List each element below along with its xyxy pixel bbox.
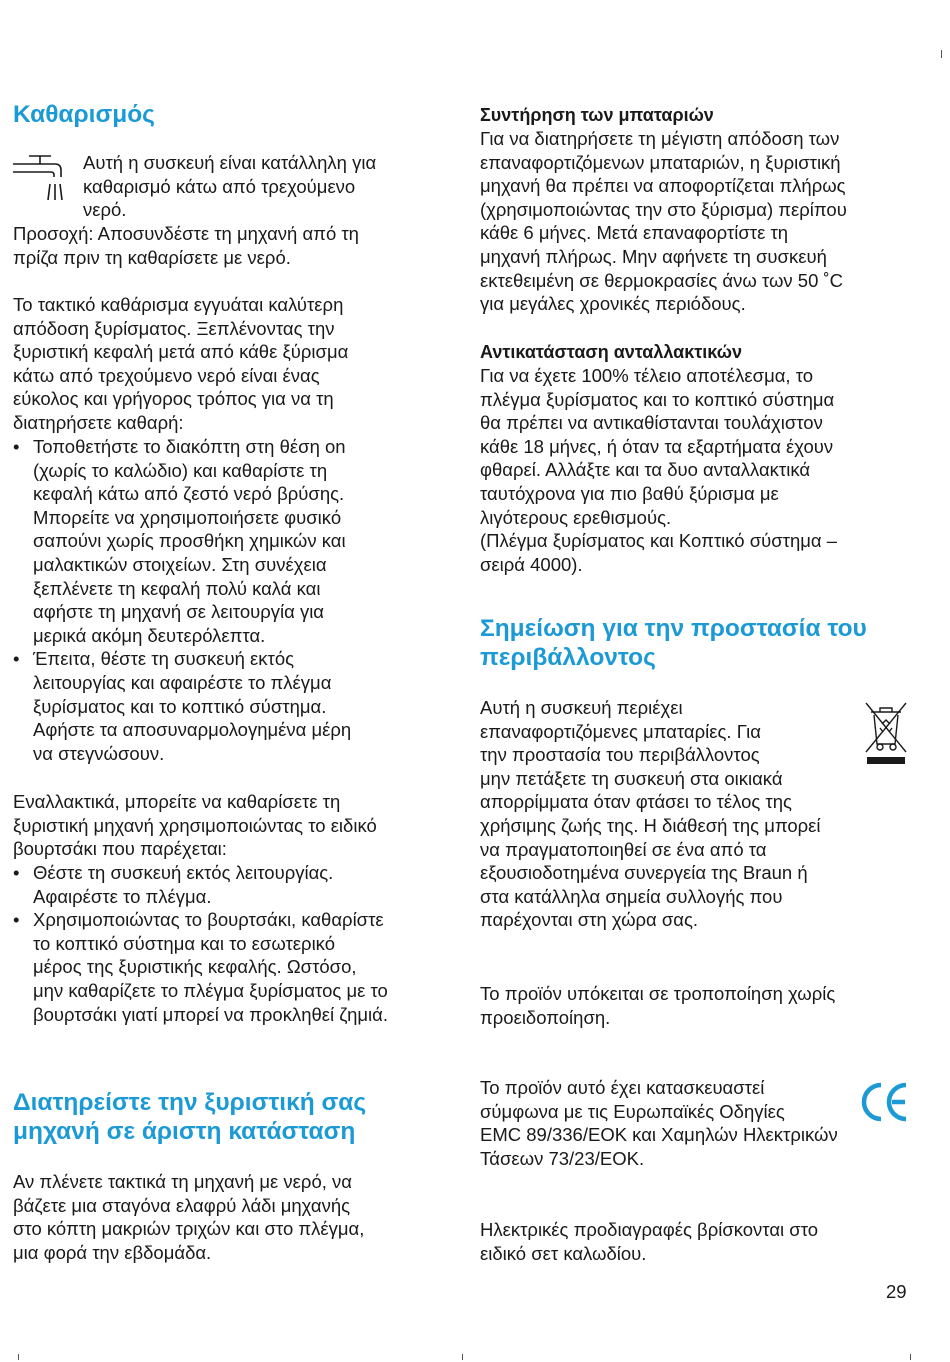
list-item: • Θέστε τη συσκευή εκτός λειτουργίας. Αφαιρέστε το πλέγμα. xyxy=(13,862,334,907)
cleaning-steps xyxy=(13,435,453,765)
crop-mark xyxy=(941,50,942,58)
brush-steps xyxy=(13,861,453,1026)
crop-mark xyxy=(910,1354,911,1360)
list-item-text: Χρησιμοποιώντας το βουρτσάκι, καθαρίστε το κοπτικό σύστημα και το εσωτερικό μέρος της ξυριστικής κεφαλής. Ωστόσο, μην καθαρίζετε το πλέγμα ξυρίσματος με το βουρτσάκι γιατί μπορεί να προκληθεί ζημιά. xyxy=(33,909,389,1025)
change-notice: Το προϊόν υπόκειται σε τροποποίηση χωρίς προειδοποίηση. xyxy=(480,983,836,1028)
list-item: • Έπειτα, θέστε τη συσκευή εκτός λειτουργίας και αφαιρέστε το πλέγμα ξυρίσματος και το κοπτικό σύστημα. Αφήστε τα αποσυναρμολογημένα μέρη να στεγνώσουν. xyxy=(13,648,352,764)
crop-mark xyxy=(462,1354,463,1360)
list-item: • Τοποθετήστε το διακόπτη στη θέση on (χωρίς το καλώδιο) και καθαρίστε τη κεφαλή κάτω από ζεστό νερό βρύσης. Μπορείτε να χρησιμοποιήσετε φυσικό σαπούνι χωρίς προσθήκη χημικών και μαλακτικών στοιχείων. Στη συνέχεια ξεπλένετε τη κεφαλή πολύ καλά και αφήστε τη μηχανή σε λειτουργία για μερικά ακόμη δευτερόλεπτα. xyxy=(13,436,346,646)
battery-body: Για να διατηρήσετε τη μέγιστη απόδοση των επαναφορτιζόμενων μπαταριών, η ξυριστική μηχανή θα πρέπει να αποφορτίζεται πλήρως (χρησιμοποιώντας την στο ξύρισμα) περίπου κάθε 6 μήνες. Μετά επαναφορτίστε τη μηχανή πλήρως. Μην αφήνετε τη συσκευή εκτεθειμένη σε θερμοκρασίες άνω των 50 ˚C για μεγάλες χρονικές περιόδους. xyxy=(480,128,847,315)
environment-body: Αυτή η συσκευή περιέχει επαναφορτιζόμενες μπαταρίες. Για την προστασία του περιβάλλοντος μην πετάξετε τη συσκευή στα οικιακά απορρίμματα όταν φτάσει το τέλος της χρήσιμης ζωής της. Η διάθεσή της μπορεί να πραγματοποιηθεί σε ένα από τα εξουσιοδοτημένα συνεργεία της Braun ή στα κατάλληλα σημεία συλλογής που παρέχονται στη χώρα σας. xyxy=(480,697,821,931)
ce-mark-icon xyxy=(860,1080,910,1129)
caution-text: Προσοχή: Αποσυνδέστε τη μηχανή από τη πρίζα πριν τη καθαρίσετε με νερό. xyxy=(13,223,359,268)
list-item-text: Έπειτα, θέστε τη συσκευή εκτός λειτουργίας και αφαιρέστε το πλέγμα ξυρίσματος και το κοπτικό σύστημα. Αφήστε τα αποσυναρμολογημένα μέρη να στεγνώσουν. xyxy=(33,648,352,764)
list-item-text: Θέστε τη συσκευή εκτός λειτουργίας. Αφαιρέστε το πλέγμα. xyxy=(33,862,334,907)
cleaning-intro: Το τακτικό καθάρισμα εγγυάται καλύτερη απόδοση ξυρίσματος. Ξεπλένοντας την ξυριστική κεφαλή μετά από κάθε ξύρισμα κάτω από τρεχούμενο νερό είναι ένας εύκολος και γρήγορος τρόπος για να τη διατηρήσετε καθαρή: xyxy=(13,294,349,433)
compliance-text: Το προϊόν αυτό έχει κατασκευαστεί σύμφωνα με τις Ευρωπαϊκές Οδηγίες EMC 89/336/ΕΟΚ και Χαμηλών Ηλεκτρικών Τάσεων 73/23/ΕΟΚ. xyxy=(480,1077,838,1169)
crop-mark xyxy=(18,1354,19,1360)
tap-note: Αυτή η συσκευή είναι κατάλληλη για καθαρισμό κάτω από τρεχούμενο νερό. xyxy=(83,152,377,221)
cleaning-heading: Καθαρισμός xyxy=(13,101,155,128)
list-item: • Χρησιμοποιώντας το βουρτσάκι, καθαρίστε το κοπτικό σύστημα και το εσωτερικό μέρος της ξυριστικής κεφαλής. Ωστόσο, μην καθαρίζετε το πλέγμα ξυρίσματος με το βουρτσάκι γιατί μπορεί να προκληθεί ζημιά. xyxy=(13,909,389,1025)
parts-body: Για να έχετε 100% τέλειο αποτέλεσμα, το πλέγμα ξυρίσματος και το κοπτικό σύστημα θα πρέπει να αντικαθίστανται τουλάχιστον κάθε 18 μήνες, ή όταν τα εξαρτήματα έχουν φθαρεί. Αλλάξτε και τα δυο ανταλλακτικά ταυτόχρονα για πιο βαθύ ξύρισμα με λιγότερους ερεθισμούς. (Πλέγμα ξυρίσματος και Κοπτικό σύστημα – σειρά 4000). xyxy=(480,365,838,575)
alternative-intro: Εναλλακτικά, μπορείτε να καθαρίσετε τη ξυριστική μηχανή χρησιμοποιώντας το ειδικό βουρτσάκι που παρέχεται: xyxy=(13,791,377,860)
battery-subheading: Συντήρηση των μπαταριών xyxy=(480,105,714,125)
crossed-out-bin-icon xyxy=(863,700,909,771)
page-number: 29 xyxy=(886,1281,907,1302)
water-tap-icon xyxy=(13,150,65,213)
maintenance-heading: Διατηρείστε την ξυριστική σας μηχανή σε άριστη κατάσταση xyxy=(13,1089,367,1145)
parts-subheading: Αντικατάσταση ανταλλακτικών xyxy=(480,342,742,362)
electrical-spec: Ηλεκτρικές προδιαγραφές βρίσκονται στο ειδικό σετ καλωδίου. xyxy=(480,1219,819,1264)
list-item-text: Τοποθετήστε το διακόπτη στη θέση on (χωρίς το καλώδιο) και καθαρίστε τη κεφαλή κάτω από ζεστό νερό βρύσης. Μπορείτε να χρησιμοποιήσετε φυσικό σαπούνι χωρίς προσθήκη χημικών και μαλακτικών στοιχείων. Στη συνέχεια ξεπλένετε τη κεφαλή πολύ καλά και αφήστε τη μηχανή σε λειτουργία για μερικά ακόμη δευτερόλεπτα. xyxy=(33,436,346,646)
maintenance-body: Αν πλένετε τακτικά τη μηχανή με νερό, να βάζετε μια σταγόνα ελαφρύ λάδι μηχανής στο κόπτη μακριών τριχών και στο πλέγμα, μια φορά την εβδομάδα. xyxy=(13,1171,365,1263)
environment-heading: Σημείωση για την προστασία του περιβάλλοντος xyxy=(480,615,867,671)
